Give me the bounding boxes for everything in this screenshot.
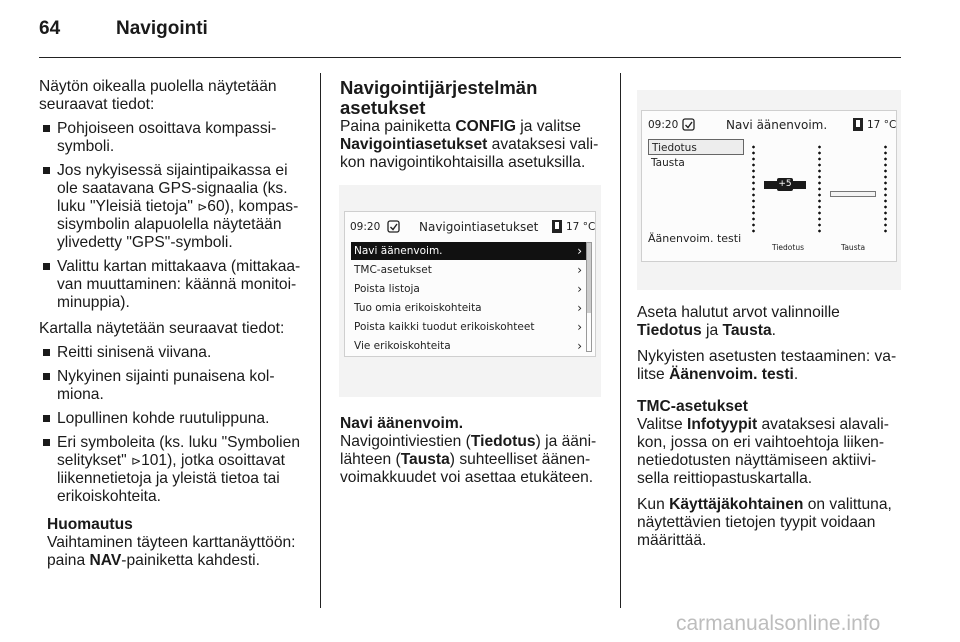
clock: 09:20 [350,221,381,233]
slider-label-tiedotus: Tiedotus [772,243,804,252]
note-title: Huomautus [47,516,133,533]
section-heading: Navigointijärjestelmän asetukset [340,77,538,118]
column-divider-2 [620,73,621,608]
config-paragraph: Paina painiketta CONFIG ja valitse Navigointiasetukset avataksesi vali-kon navigointikohtaisilla asetuksilla. [340,118,599,171]
column-divider-1 [320,73,321,608]
list-item: Eri symboleita (ks. luku "Symbolien selitykset" ⊳101), jotka osoittavat liikennetietoja ja yleistä tietoa tai erikoiskohteita. [39,434,305,506]
chevron-right-icon: › [577,301,582,315]
navi-volume-screen [641,110,897,262]
nav-settings-screen [344,211,596,357]
menu-item-tmc-settings[interactable]: TMC-asetukset › [354,263,582,277]
chevron-right-icon: › [577,244,582,258]
map-intro-text: Kartalla näytetään seuraavat tiedot: [39,320,285,337]
slider-track-dots [884,144,887,234]
scrollbar[interactable] [586,242,592,352]
subheading-tmc-settings: TMC-asetukset [637,398,748,415]
page-ref-arrow-icon: ⊳ [197,200,208,214]
list-item: Lopullinen kohde ruutulippuna. [39,410,305,428]
slider-track-dots [752,144,755,234]
scrollbar-thumb[interactable] [587,243,591,313]
test-paragraph: Nykyisten asetusten testaaminen: va-litse Äänenvoim. testi. [637,348,897,383]
menu-item-import-pois[interactable]: Tuo omia erikoiskohteita › [354,301,582,315]
note-box [39,516,305,570]
screen-title: Navi äänenvoim. [726,118,828,132]
tiedotus-volume-slider[interactable] [764,178,806,189]
display-info-list [39,120,305,312]
map-info-list [39,344,305,506]
note-text: Vaihtaminen täyteen karttanäyttöön: paina NAV-painiketta kahdesti. [47,534,296,569]
menu-item-export-pois[interactable]: Vie erikoiskohteita › [354,339,582,353]
menu-item-delete-lists[interactable]: Poista listoja › [354,282,582,296]
nav-settings-screenshot [339,185,601,397]
watermark: carmanualsonline.info [676,612,881,635]
clock: 09:20 [648,119,679,131]
chevron-right-icon: › [577,282,582,296]
tmc-paragraph: Valitse Infotyypit avataksesi alavali-kon, jossa on eri vaihtoehtoja liiken-netiedotusten näyttämiseen aktiivi-sella reittiopastuskartalla. [637,416,889,487]
thermometer-icon [853,118,863,131]
navigation-icon [682,118,695,131]
list-item: Valittu kartan mittakaava (mittakaa-van muuttaminen: käännä monitoi-minuppia). [39,258,305,312]
column-2 [340,78,602,172]
volume-test-button[interactable]: Äänenvoim. testi [648,232,742,245]
temperature: 17 °C [566,221,596,233]
screen-title: Navigointiasetukset [419,220,539,234]
subheading-navi-volume: Navi äänenvoim. [340,415,464,432]
chapter-title: Navigointi [116,18,208,39]
temperature: 17 °C [867,119,897,131]
list-item: Pohjoiseen osoittava kompassi-symboli. [39,120,305,156]
list-item: Nykyinen sijainti punaisena kol-miona. [39,368,305,404]
chevron-right-icon: › [577,339,582,353]
menu-item-delete-imported-pois[interactable]: Poista kaikki tuodut erikoiskohteet › [354,320,582,334]
list-item: Jos nykyisessä sijaintipaikassa ei ole saatavana GPS-signaalia (ks. luku "Yleisiä tietoja" ⊳60), kompas-sisymbolin alapuolella näytetään ylivedetty "GPS"-symboli. [39,162,305,252]
slider-track-dots [818,144,821,234]
navi-volume-screenshot [637,90,901,290]
values-paragraph: Aseta halutut arvot valinnoille Tiedotus ja Tausta. [637,304,840,339]
chevron-right-icon: › [577,263,582,277]
navigation-icon [387,220,400,233]
column-3 [637,304,905,550]
column-2-lower [340,415,605,487]
intro-text: Näytön oikealla puolella näytetään seuraavat tiedot: [39,78,277,113]
list-item: Reitti sinisenä viivana. [39,344,305,362]
chevron-right-icon: › [577,320,582,334]
option-tiedotus[interactable]: Tiedotus [648,139,744,155]
volume-paragraph: Navigointiviestien (Tiedotus) ja ääni-lähteen (Tausta) suhteelliset äänen-voimakkuudet voi asettaa etukäteen. [340,433,597,486]
menu-item-navi-volume[interactable]: Navi äänenvoim. › [351,242,588,260]
volume-value: +5 [778,178,792,189]
custom-paragraph: Kun Käyttäjäkohtainen on valittuna, näytettävien tietojen tyypit voidaan määrittää. [637,496,892,549]
option-tausta[interactable]: Tausta [651,157,685,169]
page-ref-arrow-icon: ⊳ [131,454,142,468]
page-number: 64 [39,18,61,39]
tausta-volume-slider[interactable] [830,191,876,197]
thermometer-icon [552,220,562,233]
slider-label-tausta: Tausta [841,243,866,252]
column-1 [39,78,305,570]
header-rule [39,57,901,58]
